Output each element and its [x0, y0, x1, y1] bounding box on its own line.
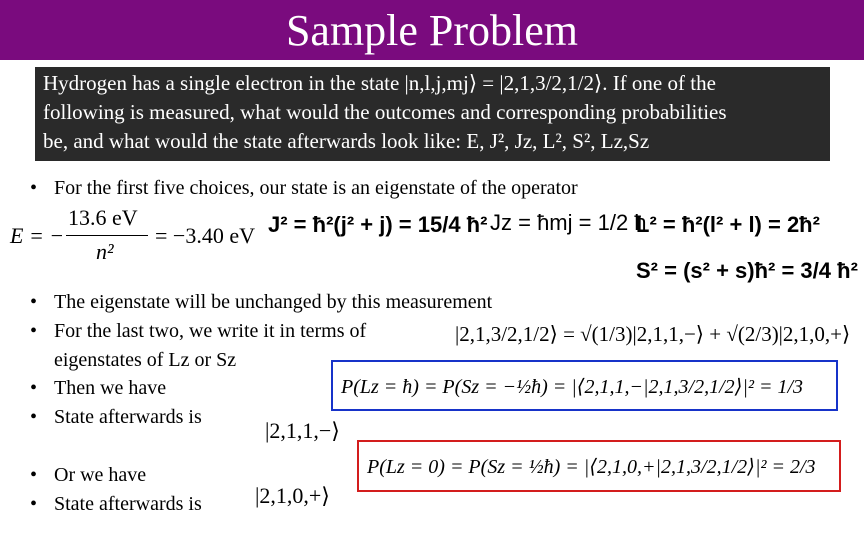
fraction-bar: [66, 235, 148, 236]
bullet-dot: •: [30, 406, 38, 428]
energy-denominator: n²: [96, 239, 114, 264]
problem-line-2: following is measured, what would the outcomes and corresponding probabilities: [43, 100, 727, 124]
state-expansion: |2,1,3/2,1/2⟩ = √(1/3)|2,1,1,−⟩ + √(2/3)|2,1,0,+⟩: [455, 322, 851, 346]
state-after-1: |2,1,1,−⟩: [265, 418, 340, 443]
state-after-2: |2,1,0,+⟩: [255, 483, 330, 508]
bullet-dot: •: [30, 177, 38, 199]
bullet-dot: •: [30, 377, 38, 399]
jz-equation: Jz = ħmj = 1/2 ħ: [490, 210, 647, 235]
probability-box-2: [357, 440, 841, 492]
bullet-text: For the first five choices, our state is an eigenstate of the operator: [54, 177, 578, 199]
bullet-text: For the last two, we write it in terms of: [54, 320, 367, 342]
bullet-text: State afterwards is: [54, 406, 202, 428]
bullet-dot: •: [30, 493, 38, 515]
problem-statement: [35, 67, 830, 161]
energy-rhs: = −3.40 eV: [155, 223, 255, 248]
probability-1: P(Lz = ħ) = P(Sz = −½ħ) = |⟨2,1,1,−|2,1,3/2,1/2⟩|² = 1/3: [341, 376, 804, 398]
energy-numerator: 13.6 eV: [68, 205, 138, 230]
bullet-text: eigenstates of Lz or Sz: [54, 349, 237, 371]
bullet-dot: •: [30, 320, 38, 342]
bullet-text: The eigenstate will be unchanged by this measurement: [54, 291, 493, 313]
bullet-dot: •: [30, 464, 38, 486]
probability-box-1: [331, 360, 838, 411]
page-title: Sample Problem: [285, 6, 579, 55]
problem-line-1: Hydrogen has a single electron in the state |n,l,j,mj⟩ = |2,1,3/2,1/2⟩. If one of the: [43, 71, 716, 95]
energy-lhs: E = −: [10, 223, 65, 248]
probability-2: P(Lz = 0) = P(Sz = ½ħ) = |⟨2,1,0,+|2,1,3/2,1/2⟩|² = 2/3: [367, 456, 816, 478]
energy-equation: [10, 205, 265, 267]
bullet-dot: •: [30, 291, 38, 313]
l-squared-equation: L² = ħ²(l² + l) = 2ħ²: [636, 212, 820, 237]
problem-line-3: be, and what would the state afterwards look like: E, J², Jz, L², S², Lz,Sz: [43, 129, 650, 153]
j-squared-equation: J² = ħ²(j² + j) = 15/4 ħ²: [268, 212, 488, 237]
bullet-text: Then we have: [54, 377, 167, 399]
bullet-text: State afterwards is: [54, 493, 202, 515]
s-squared-equation: S² = (s² + s)ħ² = 3/4 ħ²: [636, 258, 858, 283]
bullet-text: Or we have: [54, 464, 147, 486]
